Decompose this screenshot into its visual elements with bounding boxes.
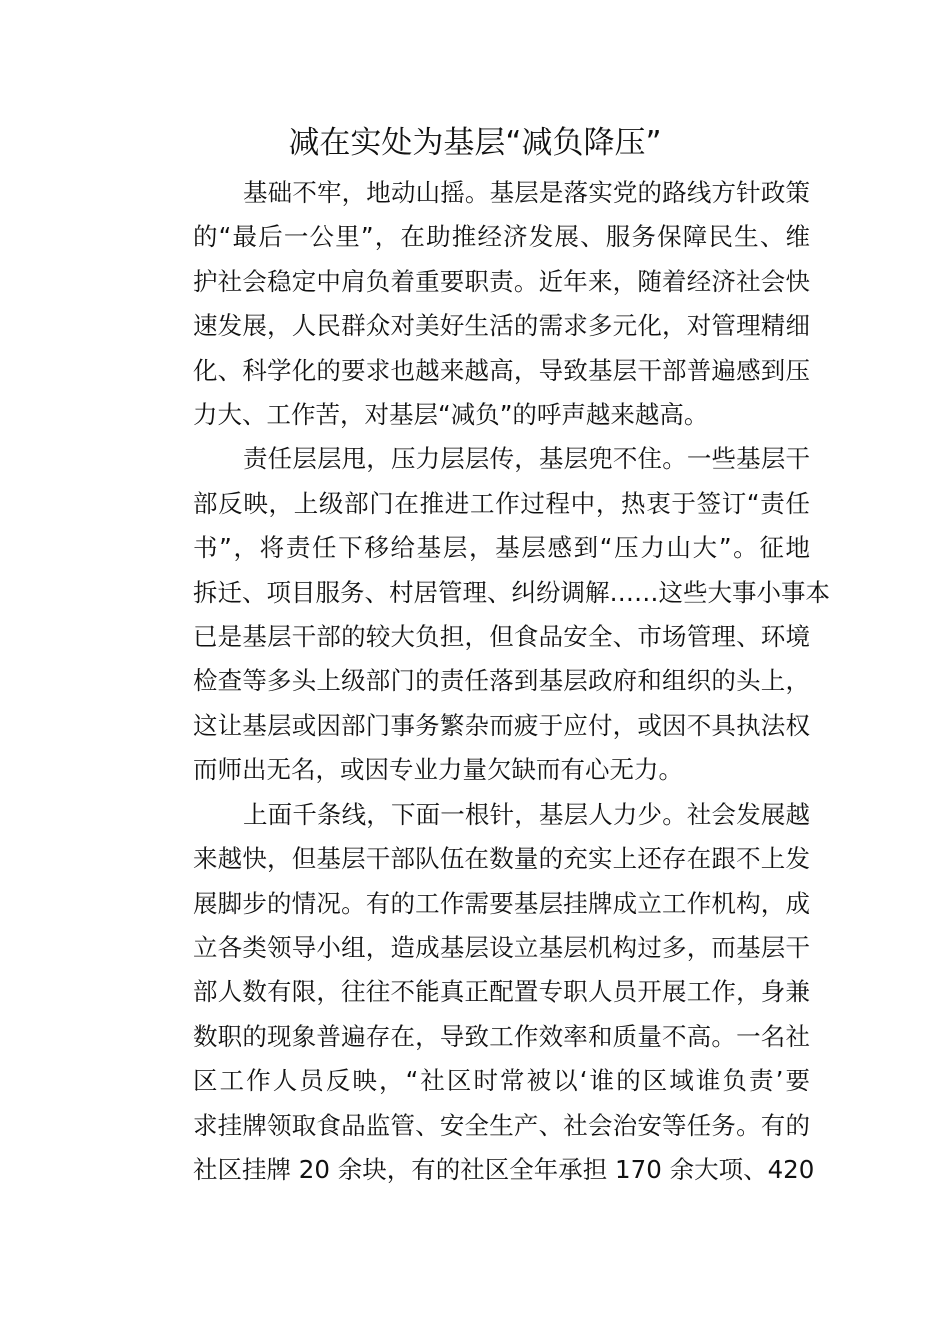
- document-title: 减在实处为基层“减负降压”: [288, 125, 662, 161]
- paragraph-line: 护社会稳定中肩负着重要职责。近年来，随着经济社会快: [193, 266, 810, 296]
- paragraph-line: 而师出无名，或因专业力量欠缺而有心无力。: [193, 755, 683, 785]
- paragraph-1: [144, 171, 810, 437]
- paragraph-line: 区工作人员反映，“社区时常被以‘谁的区域谁负责’要: [193, 1066, 810, 1096]
- paragraph-line: 基础不牢，地动山摇。基层是落实党的路线方针政策: [243, 178, 810, 207]
- paragraph-line: 上面千条线，下面一根针，基层人力少。社会发展越: [243, 799, 810, 829]
- paragraph-line: 立各类领导小组，造成基层设立基层机构过多，而基层干: [193, 932, 810, 962]
- paragraph-line: 书”，将责任下移给基层，基层感到“压力山大”。征地: [193, 533, 810, 563]
- paragraph-line: 力大、工作苦，对基层“减负”的呼声越来越高。: [193, 400, 709, 430]
- paragraph-line: 部反映，上级部门在推进工作过程中，热衷于签订“责任: [193, 488, 810, 518]
- paragraph-line: 拆迁、项目服务、村居管理、纠纷调解……这些大事小事本: [193, 577, 830, 607]
- paragraph-line: 速发展，人民群众对美好生活的需求多元化，对管理精细: [193, 311, 810, 341]
- paragraph-line: 数职的现象普遍存在，导致工作效率和质量不高。一名社: [193, 1021, 810, 1051]
- paragraph-line: 责任层层甩，压力层层传，基层兜不住。一些基层干: [243, 444, 810, 474]
- paragraph-line: 的“最后一公里”，在助推经济发展、服务保障民生、维: [193, 222, 810, 252]
- paragraph-line: 化、科学化的要求也越来越高，导致基层干部普遍感到压: [193, 355, 810, 385]
- paragraph-line: 社区挂牌 20 余块，有的社区全年承担 170 余大项、420: [193, 1154, 815, 1184]
- paragraph-line: 这让基层或因部门事务繁杂而疲于应付，或因不具执法权: [193, 710, 810, 740]
- paragraph-line: 检查等多头上级部门的责任落到基层政府和组织的头上，: [193, 666, 810, 696]
- paragraph-3: [144, 793, 815, 1193]
- paragraph-line: 展脚步的情况。有的工作需要基层挂牌成立工作机构，成: [193, 888, 810, 918]
- paragraph-line: 求挂牌领取食品监管、安全生产、社会治安等任务。有的: [193, 1110, 810, 1140]
- document-body: [144, 171, 830, 1192]
- paragraph-line: 来越快，但基层干部队伍在数量的充实上还存在跟不上发: [193, 844, 810, 874]
- paragraph-line: 已是基层干部的较大负担，但食品安全、市场管理、环境: [193, 622, 810, 652]
- paragraph-2: [144, 437, 830, 792]
- paragraph-line: 部人数有限，往往不能真正配置专职人员开展工作，身兼: [193, 977, 810, 1007]
